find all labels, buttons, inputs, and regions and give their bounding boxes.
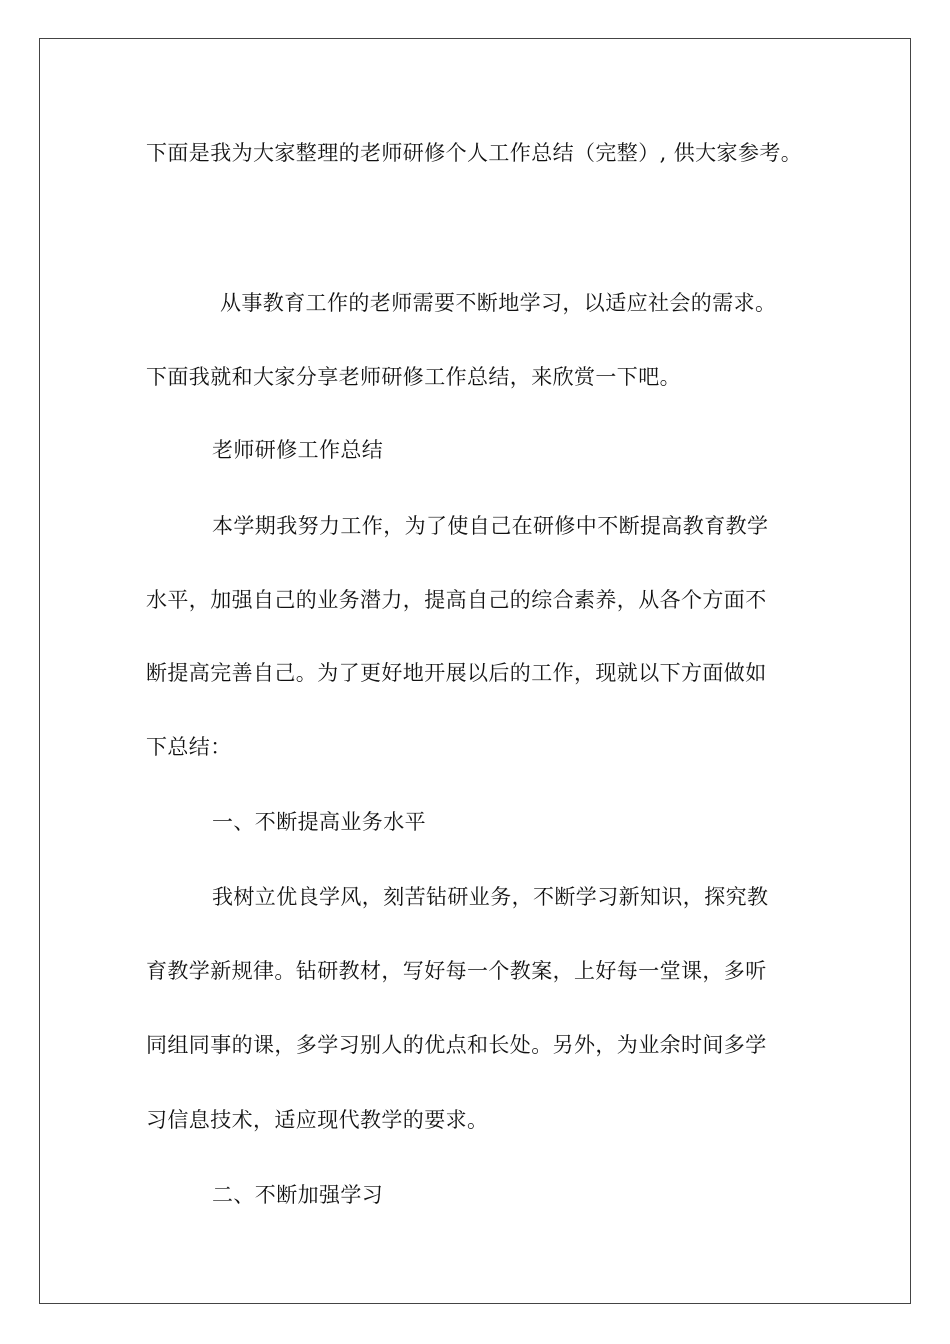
paragraph-line: 下面我就和大家分享老师研修工作总结，来欣赏一下吧。 [146,365,681,389]
paragraph-line: 水平，加强自己的业务潜力，提高自己的综合素养，从各个方面不 [146,588,767,612]
paragraph-line: 我树立优良学风，刻苦钻研业务，不断学习新知识，探究教 [212,885,769,909]
paragraph-line: 下总结： [146,735,232,759]
section-heading: 二、不断加强学习 [212,1183,384,1207]
intro-line: 下面是我为大家整理的老师研修个人工作总结（完整）, 供大家参考。 [146,141,803,165]
paragraph-line: 习信息技术，适应现代教学的要求。 [146,1108,489,1132]
paragraph-line: 本学期我努力工作，为了使自己在研修中不断提高教育教学 [212,514,769,538]
paragraph-line: 从事教育工作的老师需要不断地学习，以适应社会的需求。 [220,291,777,315]
paragraph-line: 同组同事的课，多学习别人的优点和长处。另外，为业余时间多学 [146,1033,767,1057]
section-title: 老师研修工作总结 [212,438,384,462]
section-heading: 一、不断提高业务水平 [212,810,426,834]
paragraph-line: 断提高完善自己。为了更好地开展以后的工作，现就以下方面做如 [146,661,767,685]
paragraph-line: 育教学新规律。钻研教材，写好每一个教案，上好每一堂课，多听 [146,959,767,983]
